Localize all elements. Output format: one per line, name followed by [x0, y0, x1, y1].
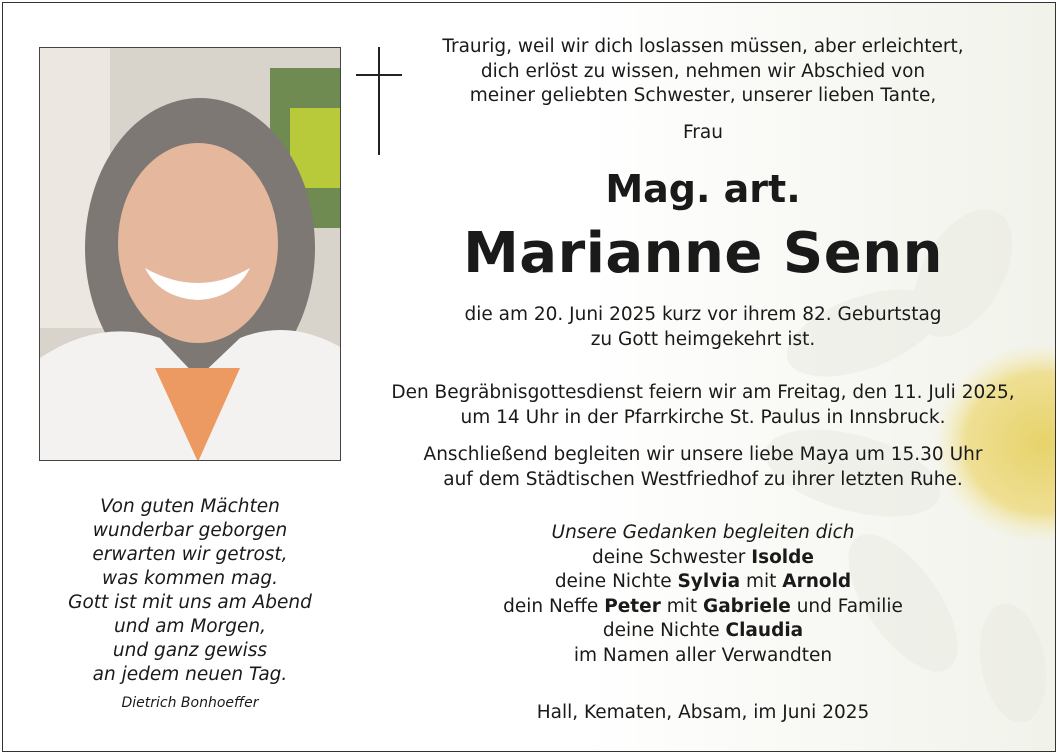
burial-line: auf dem Städtischen Westfriedhof zu ihrer letzten Ruhe.	[443, 468, 963, 490]
mourner-text: mit	[740, 571, 783, 592]
mourner-text: deine Nichte	[602, 620, 726, 641]
poem-line: erwarten wir getrost,	[92, 544, 288, 565]
poem-line: Gott ist mit uns am Abend	[68, 592, 312, 613]
poem-author: Dietrich Bonhoeffer	[121, 695, 259, 711]
mourner-line	[358, 570, 1048, 595]
mourner-text: dein Neffe	[503, 595, 605, 617]
mourner-name: Claudia	[725, 620, 804, 641]
mourner-text: deine Nichte	[554, 571, 678, 592]
lead-text	[358, 35, 1048, 109]
mourner-name: Gabriele	[703, 595, 791, 617]
lead-line: Traurig, weil wir dich loslassen müssen, aber erleichtert,	[442, 36, 964, 57]
poem	[39, 495, 341, 687]
academic-title: Mag. art.	[605, 167, 801, 211]
burial-info	[358, 443, 1048, 492]
poem-line: und ganz gewiss	[112, 640, 268, 661]
mourner-text: deine Schwester	[592, 546, 752, 568]
mourner-text: und Familie	[790, 595, 903, 617]
mourner-line	[358, 595, 1048, 620]
mourner-name: Isolde	[751, 546, 814, 568]
portrait-photo	[39, 47, 341, 461]
poem-line: und am Morgen,	[114, 616, 266, 637]
poem-line: was kommen mag.	[101, 568, 279, 589]
mourner-name: Peter	[604, 595, 661, 617]
mourner-line	[358, 644, 1048, 669]
poem-line: Von guten Mächten	[100, 496, 280, 517]
mourner-line	[358, 546, 1048, 571]
obituary-card	[2, 2, 1056, 752]
mourner-text: im Namen aller Verwandten	[573, 644, 833, 666]
place-date: Hall, Kematen, Absam, im Juni 2025	[536, 702, 870, 723]
salutation: Frau	[683, 122, 723, 143]
lead-line: dich erlöst zu wissen, nehmen wir Abschied von	[480, 60, 926, 82]
poem-line: an jedem neuen Tag.	[92, 664, 288, 685]
mourner-name: Sylvia	[677, 571, 741, 592]
funeral-line: um 14 Uhr in der Pfarrkirche St. Paulus in Innsbruck.	[460, 406, 946, 428]
poem-line: wunderbar geborgen	[92, 520, 288, 541]
mourner-text: mit	[660, 595, 704, 617]
death-notice-line: die am 20. Juni 2025 kurz vor ihrem 82. Geburtstag	[464, 304, 942, 325]
mourner-name: Arnold	[782, 571, 852, 592]
mourner-lines	[358, 546, 1048, 669]
burial-line: Anschließend begleiten wir unsere liebe Maya um 15.30 Uhr	[423, 444, 983, 465]
death-notice	[358, 303, 1048, 352]
death-notice-line: zu Gott heimgekehrt ist.	[590, 328, 816, 350]
mourner-line	[358, 619, 1048, 644]
funeral-line: Den Begräbnisgottesdienst feiern wir am Freitag, den 11. Juli 2025,	[391, 382, 1015, 403]
deceased-name: Marianne Senn	[463, 221, 943, 286]
mourners-list	[358, 521, 1048, 668]
mourners-intro: Unsere Gedanken begleiten dich	[551, 522, 855, 543]
funeral-info	[358, 381, 1048, 430]
lead-line: meiner geliebten Schwester, unserer lieben Tante,	[469, 85, 937, 106]
